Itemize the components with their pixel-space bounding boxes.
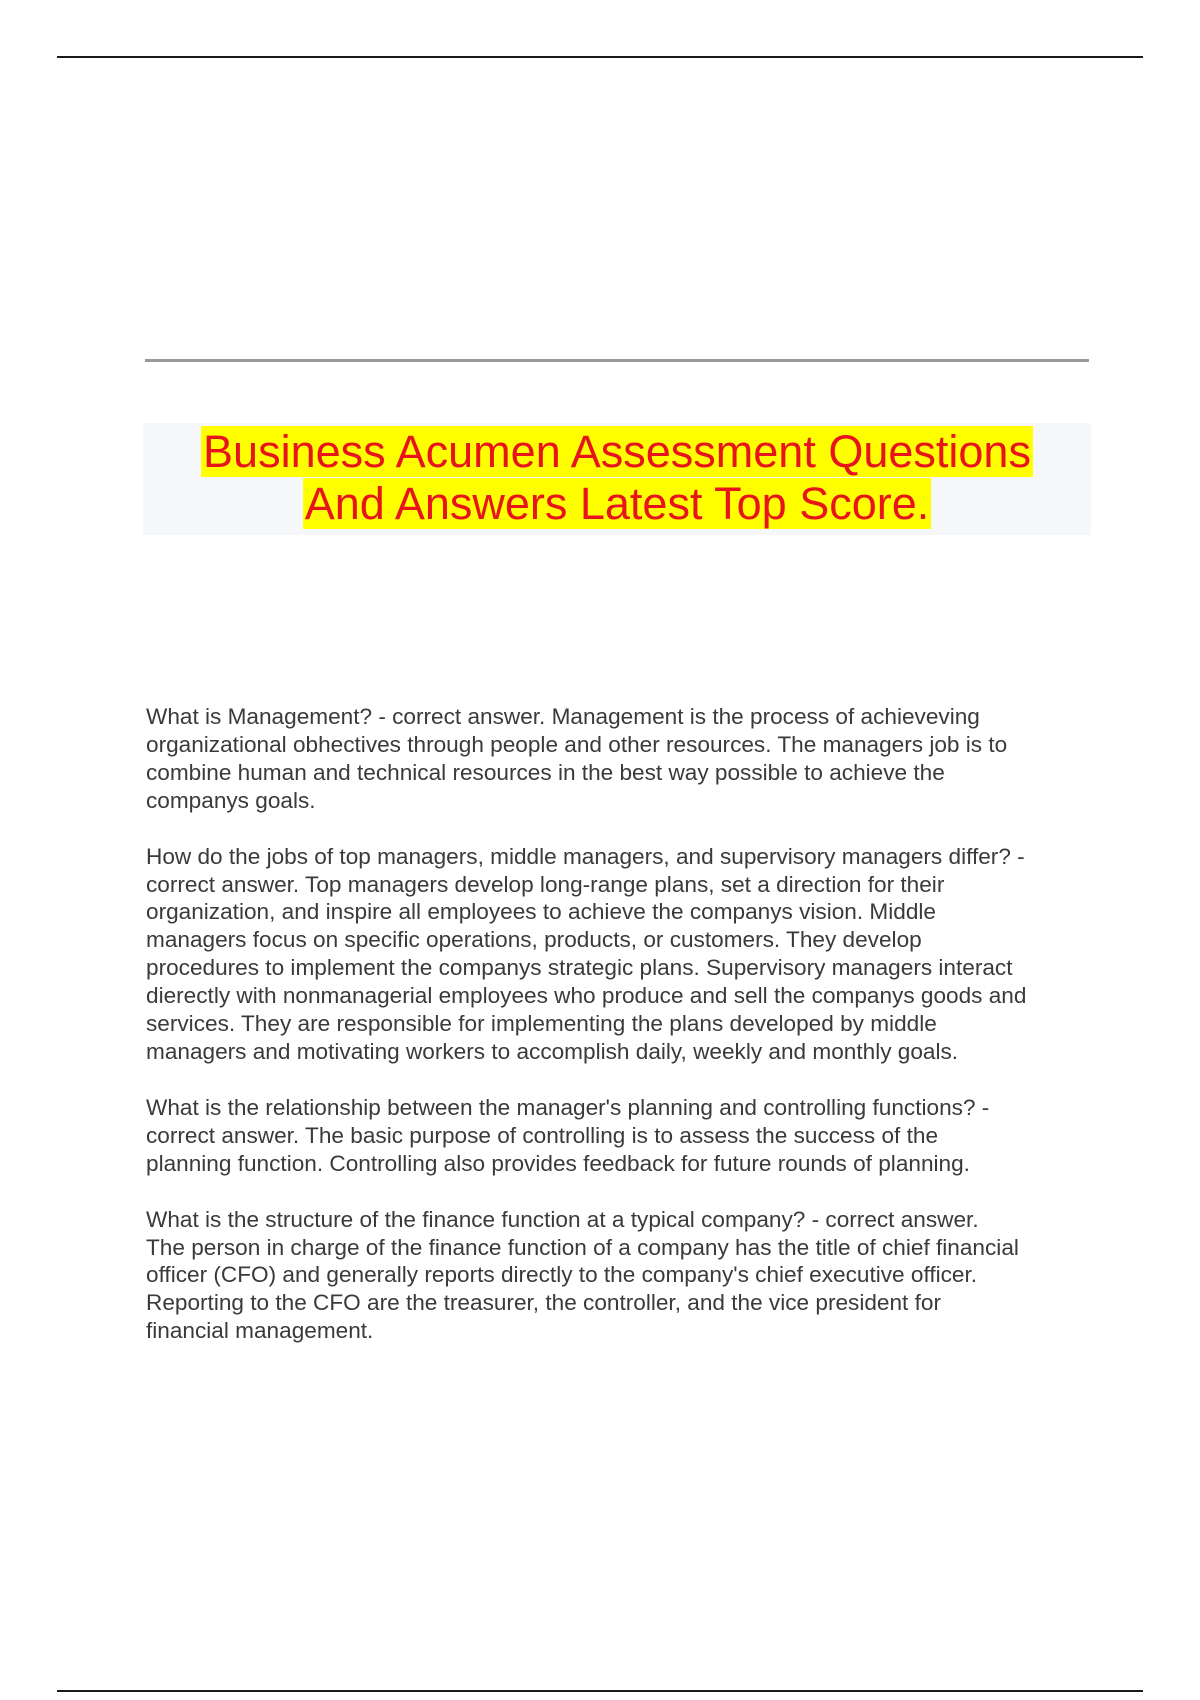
title-highlight-2: And Answers Latest Top Score. (304, 478, 930, 529)
document-title-line-1 (143, 426, 1091, 478)
qa-item-finance-structure: What is the structure of the finance function at a typical company? - correct answer. The person in charge of the finance function of a company has the title of chief financial officer (CFO) and generally reports directly to the company's chief executive officer. Reporting to the CFO are the treasurer, the controller, and the vice president for financial management. (146, 1206, 1019, 1344)
bottom-rule (57, 1690, 1143, 1692)
title-separator-rule (145, 359, 1089, 362)
top-rule (57, 56, 1143, 58)
title-highlight-1: Business Acumen Assessment Questions (203, 426, 1031, 477)
document-title-line-2 (143, 478, 1091, 530)
qa-list (146, 703, 1096, 1373)
qa-item-planning-controlling: What is the relationship between the manager's planning and controlling functions? - correct answer. The basic purpose of controlling is to assess the success of the planning function. Controlling also provides feedback for future rounds of planning. (146, 1094, 990, 1176)
qa-item-management: What is Management? - correct answer. Management is the process of achieveving organizational obhectives through people and other resources. The managers job is to combine human and technical resources in the best way possible to achieve the companys goals. (146, 704, 1008, 813)
qa-item-manager-levels: How do the jobs of top managers, middle managers, and supervisory managers differ? - correct answer. Top managers develop long-range plans, set a direction for their organization, and inspire all employees to achieve the companys vision. Middle managers focus on specific operations, products, or customers. They develop procedures to implement the companys strategic plans. Supervisory managers interact dierectly with nonmanagerial employees who produce and sell the companys goods and services. They are responsible for implementing the plans developed by middle managers and motivating workers to accomplish daily, weekly and monthly goals. (146, 843, 1027, 1064)
document-title-block (143, 423, 1091, 535)
